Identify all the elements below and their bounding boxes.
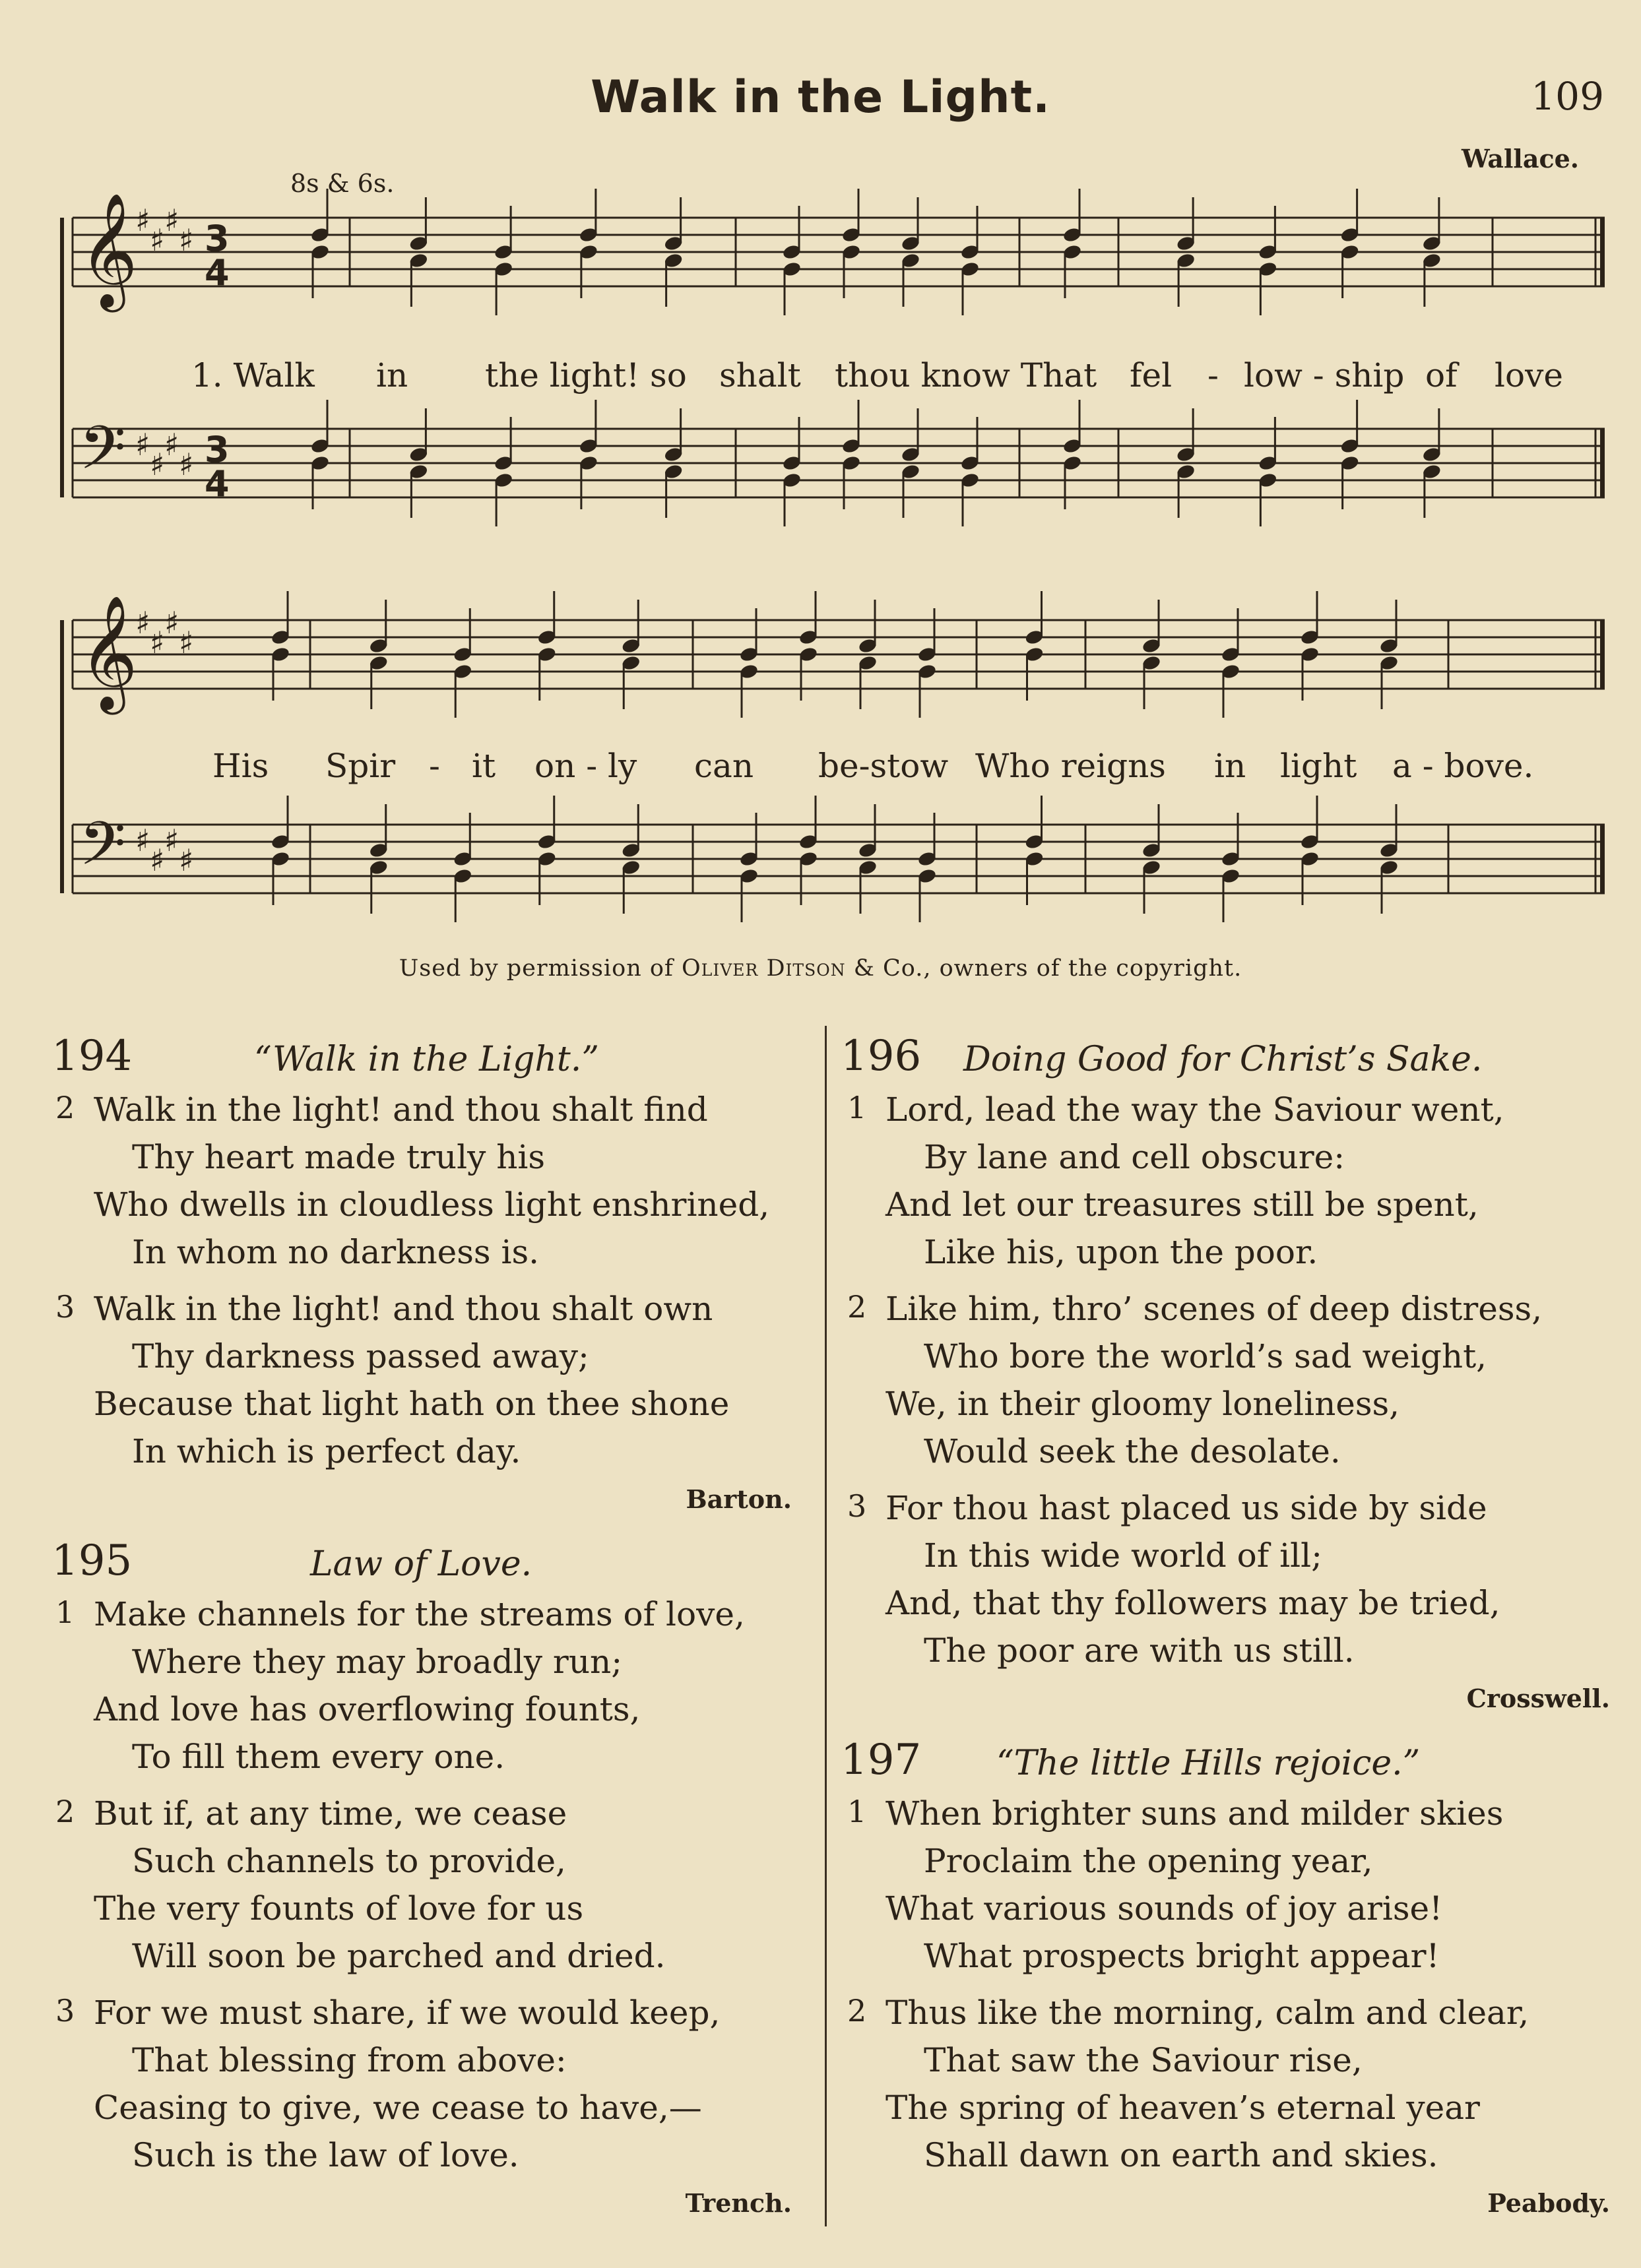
verse-line: We, in their gloomy loneliness, xyxy=(885,1385,1400,1423)
verse-line: Where they may broadly run; xyxy=(132,1643,623,1681)
lyric-syllable: love xyxy=(1495,356,1563,394)
svg-text:𝄞: 𝄞 xyxy=(79,193,138,307)
right-column xyxy=(831,1029,1617,2238)
tune-meter: 8s & 6s. xyxy=(290,169,395,198)
verse-line: Thy heart made truly his xyxy=(132,1138,546,1176)
lyric-syllable: can xyxy=(694,747,754,785)
verse-line: Walk in the light! and thou shalt own xyxy=(94,1290,713,1328)
verse-line: The spring of heaven’s eternal year xyxy=(885,2089,1480,2127)
hymn-title: Doing Good for Christ’s Sake. xyxy=(963,1040,1483,1079)
stanza xyxy=(831,1484,1617,1674)
stanza xyxy=(831,1086,1617,1276)
svg-text:♯: ♯ xyxy=(179,447,194,482)
hymn-197 xyxy=(831,1733,1617,2218)
hymn-number: 197 xyxy=(841,1736,922,1784)
lyric-syllable: 1. Walk xyxy=(191,356,315,394)
column-divider xyxy=(825,1026,827,2226)
stanza xyxy=(831,1989,1617,2179)
hymn-author: Trench. xyxy=(685,2188,792,2218)
lyric-syllable: shalt xyxy=(719,356,801,394)
stanza xyxy=(831,1790,1617,1980)
stanza-number: 3 xyxy=(847,1488,867,1524)
verse-line: Thy darkness passed away; xyxy=(132,1337,589,1375)
music-score xyxy=(0,0,1641,950)
verse-line: Thus like the morning, calm and clear, xyxy=(885,1994,1529,2032)
stanza-number: 3 xyxy=(55,1993,75,2029)
credit-publisher: Oliver Ditson xyxy=(682,955,846,982)
svg-text:♯: ♯ xyxy=(135,427,150,462)
lyric-syllable: be-stow xyxy=(818,747,949,785)
verse-line: For thou hast placed us side by side xyxy=(885,1489,1487,1527)
svg-text:♯: ♯ xyxy=(179,625,194,660)
credit-suffix: & Co., owners of the copyright. xyxy=(853,955,1242,982)
svg-text:♯: ♯ xyxy=(179,842,194,878)
hymn-195 xyxy=(40,1534,798,2218)
lyric-syllable: on - ly xyxy=(534,747,637,785)
svg-text:♯: ♯ xyxy=(135,605,150,641)
svg-text:♯: ♯ xyxy=(179,222,194,258)
svg-text:♯: ♯ xyxy=(150,625,165,660)
hymn-194 xyxy=(40,1029,798,1514)
hymn-author: Peabody. xyxy=(1487,2188,1610,2218)
lyric-syllable: the light! so xyxy=(485,356,687,394)
lyric-syllable: Who reigns xyxy=(975,747,1166,785)
svg-text:𝄞: 𝄞 xyxy=(79,595,138,710)
svg-text:♯: ♯ xyxy=(164,203,179,238)
verse-line: And let our treasures still be spent, xyxy=(885,1185,1479,1224)
tune-composer: Wallace. xyxy=(1461,144,1579,173)
left-column xyxy=(40,1029,798,2238)
hymn-tune-title: Walk in the Light. xyxy=(591,71,1050,123)
lyric-syllable: in xyxy=(376,356,408,394)
verse-line: When brighter suns and milder skies xyxy=(885,1794,1504,1833)
hymn-title: “Walk in the Light.” xyxy=(254,1040,599,1079)
verse-line: Shall dawn on earth and skies. xyxy=(924,2136,1438,2174)
verse-line: Would seek the desolate. xyxy=(924,1432,1341,1470)
lyric-syllable: Spir xyxy=(325,747,396,785)
verse-line: What prospects bright appear! xyxy=(924,1937,1440,1975)
svg-text:3: 3 xyxy=(205,429,230,470)
stanza xyxy=(40,1989,798,2179)
verse-line: Who dwells in cloudless light enshrined, xyxy=(94,1185,770,1224)
lyric-syllable: a - bove. xyxy=(1392,747,1534,785)
verse-line: To fill them every one. xyxy=(132,1738,505,1776)
stanza-number: 3 xyxy=(55,1289,75,1325)
lyric-syllable: light xyxy=(1280,747,1357,785)
stanza-number: 2 xyxy=(55,1090,75,1125)
verse-line: In this wide world of ill; xyxy=(924,1536,1322,1575)
svg-text:♯: ♯ xyxy=(164,823,179,858)
stanza xyxy=(831,1285,1617,1475)
svg-text:♯: ♯ xyxy=(150,222,165,258)
verse-line: Walk in the light! and thou shalt find xyxy=(94,1090,708,1129)
hymn-title: “The little Hills rejoice.” xyxy=(996,1744,1421,1783)
verse-line: Like his, upon the poor. xyxy=(924,1233,1318,1271)
svg-text:4: 4 xyxy=(205,463,230,505)
verse-line: In whom no darkness is. xyxy=(132,1233,540,1271)
svg-text:♯: ♯ xyxy=(164,427,179,462)
hymn-number: 194 xyxy=(51,1032,133,1081)
verse-line: For we must share, if we would keep, xyxy=(94,1994,721,2032)
copyright-credit xyxy=(0,955,1641,982)
verse-line: What various sounds of joy arise! xyxy=(885,1889,1443,1928)
verse-line: That saw the Saviour rise, xyxy=(924,2041,1363,2079)
svg-text:♯: ♯ xyxy=(164,605,179,641)
svg-text:𝄢: 𝄢 xyxy=(79,809,126,893)
lyric-syllable: of xyxy=(1425,356,1458,394)
lyric-syllable: thou know That xyxy=(835,356,1097,394)
svg-text:♯: ♯ xyxy=(135,823,150,858)
verse-line: Proclaim the opening year, xyxy=(924,1842,1373,1880)
lyric-syllable: fel xyxy=(1130,356,1173,394)
verse-line: Will soon be parched and dried. xyxy=(132,1937,666,1975)
page-number: 109 xyxy=(1531,74,1604,119)
hymn-title: Law of Love. xyxy=(310,1544,532,1584)
svg-text:3: 3 xyxy=(205,218,230,259)
verse-line: Make channels for the streams of love, xyxy=(94,1595,745,1633)
stanza-number: 1 xyxy=(847,1794,867,1829)
verse-line: Such channels to provide, xyxy=(132,1842,566,1880)
stanza-number: 1 xyxy=(847,1090,867,1125)
verse-line: Like him, thro’ scenes of deep distress, xyxy=(885,1290,1543,1328)
svg-text:♯: ♯ xyxy=(135,203,150,238)
hymn-author: Barton. xyxy=(686,1484,792,1514)
lyric-syllable: - xyxy=(1207,356,1219,394)
hymn-number: 196 xyxy=(841,1032,922,1081)
stanza xyxy=(40,1285,798,1475)
verse-line: The poor are with us still. xyxy=(924,1631,1355,1670)
verse-line: In which is perfect day. xyxy=(132,1432,521,1470)
lyric-syllable: His xyxy=(212,747,269,785)
verse-line: That blessing from above: xyxy=(132,2041,567,2079)
verse-line: Ceasing to give, we cease to have,— xyxy=(94,2089,702,2127)
svg-text:4: 4 xyxy=(205,252,230,294)
verse-line: And, that thy followers may be tried, xyxy=(885,1584,1500,1622)
lyric-syllable: low - ship xyxy=(1244,356,1405,394)
hymn-number: 195 xyxy=(51,1536,133,1585)
svg-text:𝄢: 𝄢 xyxy=(79,413,126,497)
svg-text:♯: ♯ xyxy=(150,842,165,878)
lyric-syllable: it xyxy=(472,747,496,785)
stanza-number: 2 xyxy=(847,1993,867,2029)
verse-line: By lane and cell obscure: xyxy=(924,1138,1345,1176)
verse-line: Who bore the world’s sad weight, xyxy=(924,1337,1487,1375)
verse-line: Lord, lead the way the Saviour went, xyxy=(885,1090,1504,1129)
verse-line: Because that light hath on thee shone xyxy=(94,1385,730,1423)
verse-line: The very founts of love for us xyxy=(94,1889,584,1928)
stanza xyxy=(40,1086,798,1276)
hymn-author: Crosswell. xyxy=(1466,1684,1610,1713)
stanza-number: 2 xyxy=(55,1794,75,1829)
svg-text:♯: ♯ xyxy=(150,447,165,482)
credit-prefix: Used by permission of xyxy=(399,955,674,982)
stanza-number: 2 xyxy=(847,1289,867,1325)
stanza xyxy=(40,1790,798,1980)
stanza-number: 1 xyxy=(55,1594,75,1630)
lyric-syllable: - xyxy=(429,747,440,785)
verse-line: But if, at any time, we cease xyxy=(94,1794,567,1833)
verse-line: And love has overflowing founts, xyxy=(94,1690,641,1728)
verse-line: Such is the law of love. xyxy=(132,2136,519,2174)
stanza xyxy=(40,1591,798,1780)
lyric-syllable: in xyxy=(1214,747,1246,785)
hymn-196 xyxy=(831,1029,1617,1713)
